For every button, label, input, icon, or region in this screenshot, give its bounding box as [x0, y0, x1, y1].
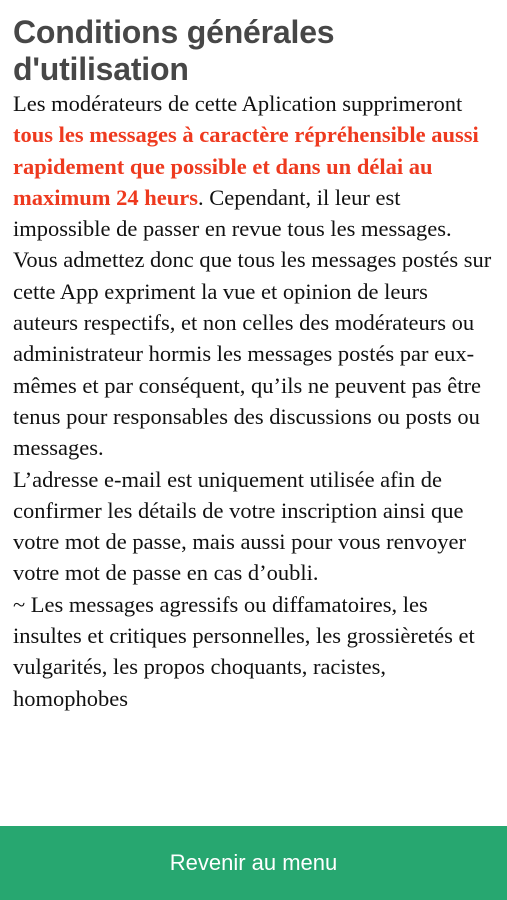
terms-paragraph-moderation	[13, 88, 495, 464]
terms-paragraph-rules: ~ Les messages agressifs ou diffamatoires, les insultes et critiques personnelles, les grossièretés et vulgarités, les propos choquants, racistes, homophobes	[13, 591, 475, 711]
moderation-text-start: Les modérateurs de cette Aplication supprimeront	[13, 91, 463, 116]
page-title-line1: Conditions générales	[13, 14, 335, 50]
page-title	[13, 14, 495, 88]
back-to-menu-label: Revenir au menu	[169, 850, 338, 875]
moderation-highlight: tous les messages à caractère répréhensible aussi rapidement que possible et dans un délai au maximum 24 heurs	[13, 122, 479, 210]
terms-paragraph-email: L’adresse e-mail est uniquement utilisée afin de confirmer les détails de votre inscription ainsi que votre mot de passe, mais aussi pour vous renvoyer votre mot de passe en cas d’oubli.	[13, 466, 467, 586]
back-to-menu-button[interactable]	[0, 826, 507, 900]
moderation-text-end: . Cependant, il leur est impossible de passer en revue tous les messages. Vous admettez donc que tous les messages postés sur cette App expriment la vue et opinion de leurs auteurs respectifs, et non celles des modérateurs ou administrateur hormis les messages postés par eux-mêmes et par conséquent, qu’ils ne peuvent pas être tenus pour responsables des discussions ou posts ou messages.	[13, 184, 492, 461]
page-title-line2: d'utilisation	[13, 51, 189, 87]
